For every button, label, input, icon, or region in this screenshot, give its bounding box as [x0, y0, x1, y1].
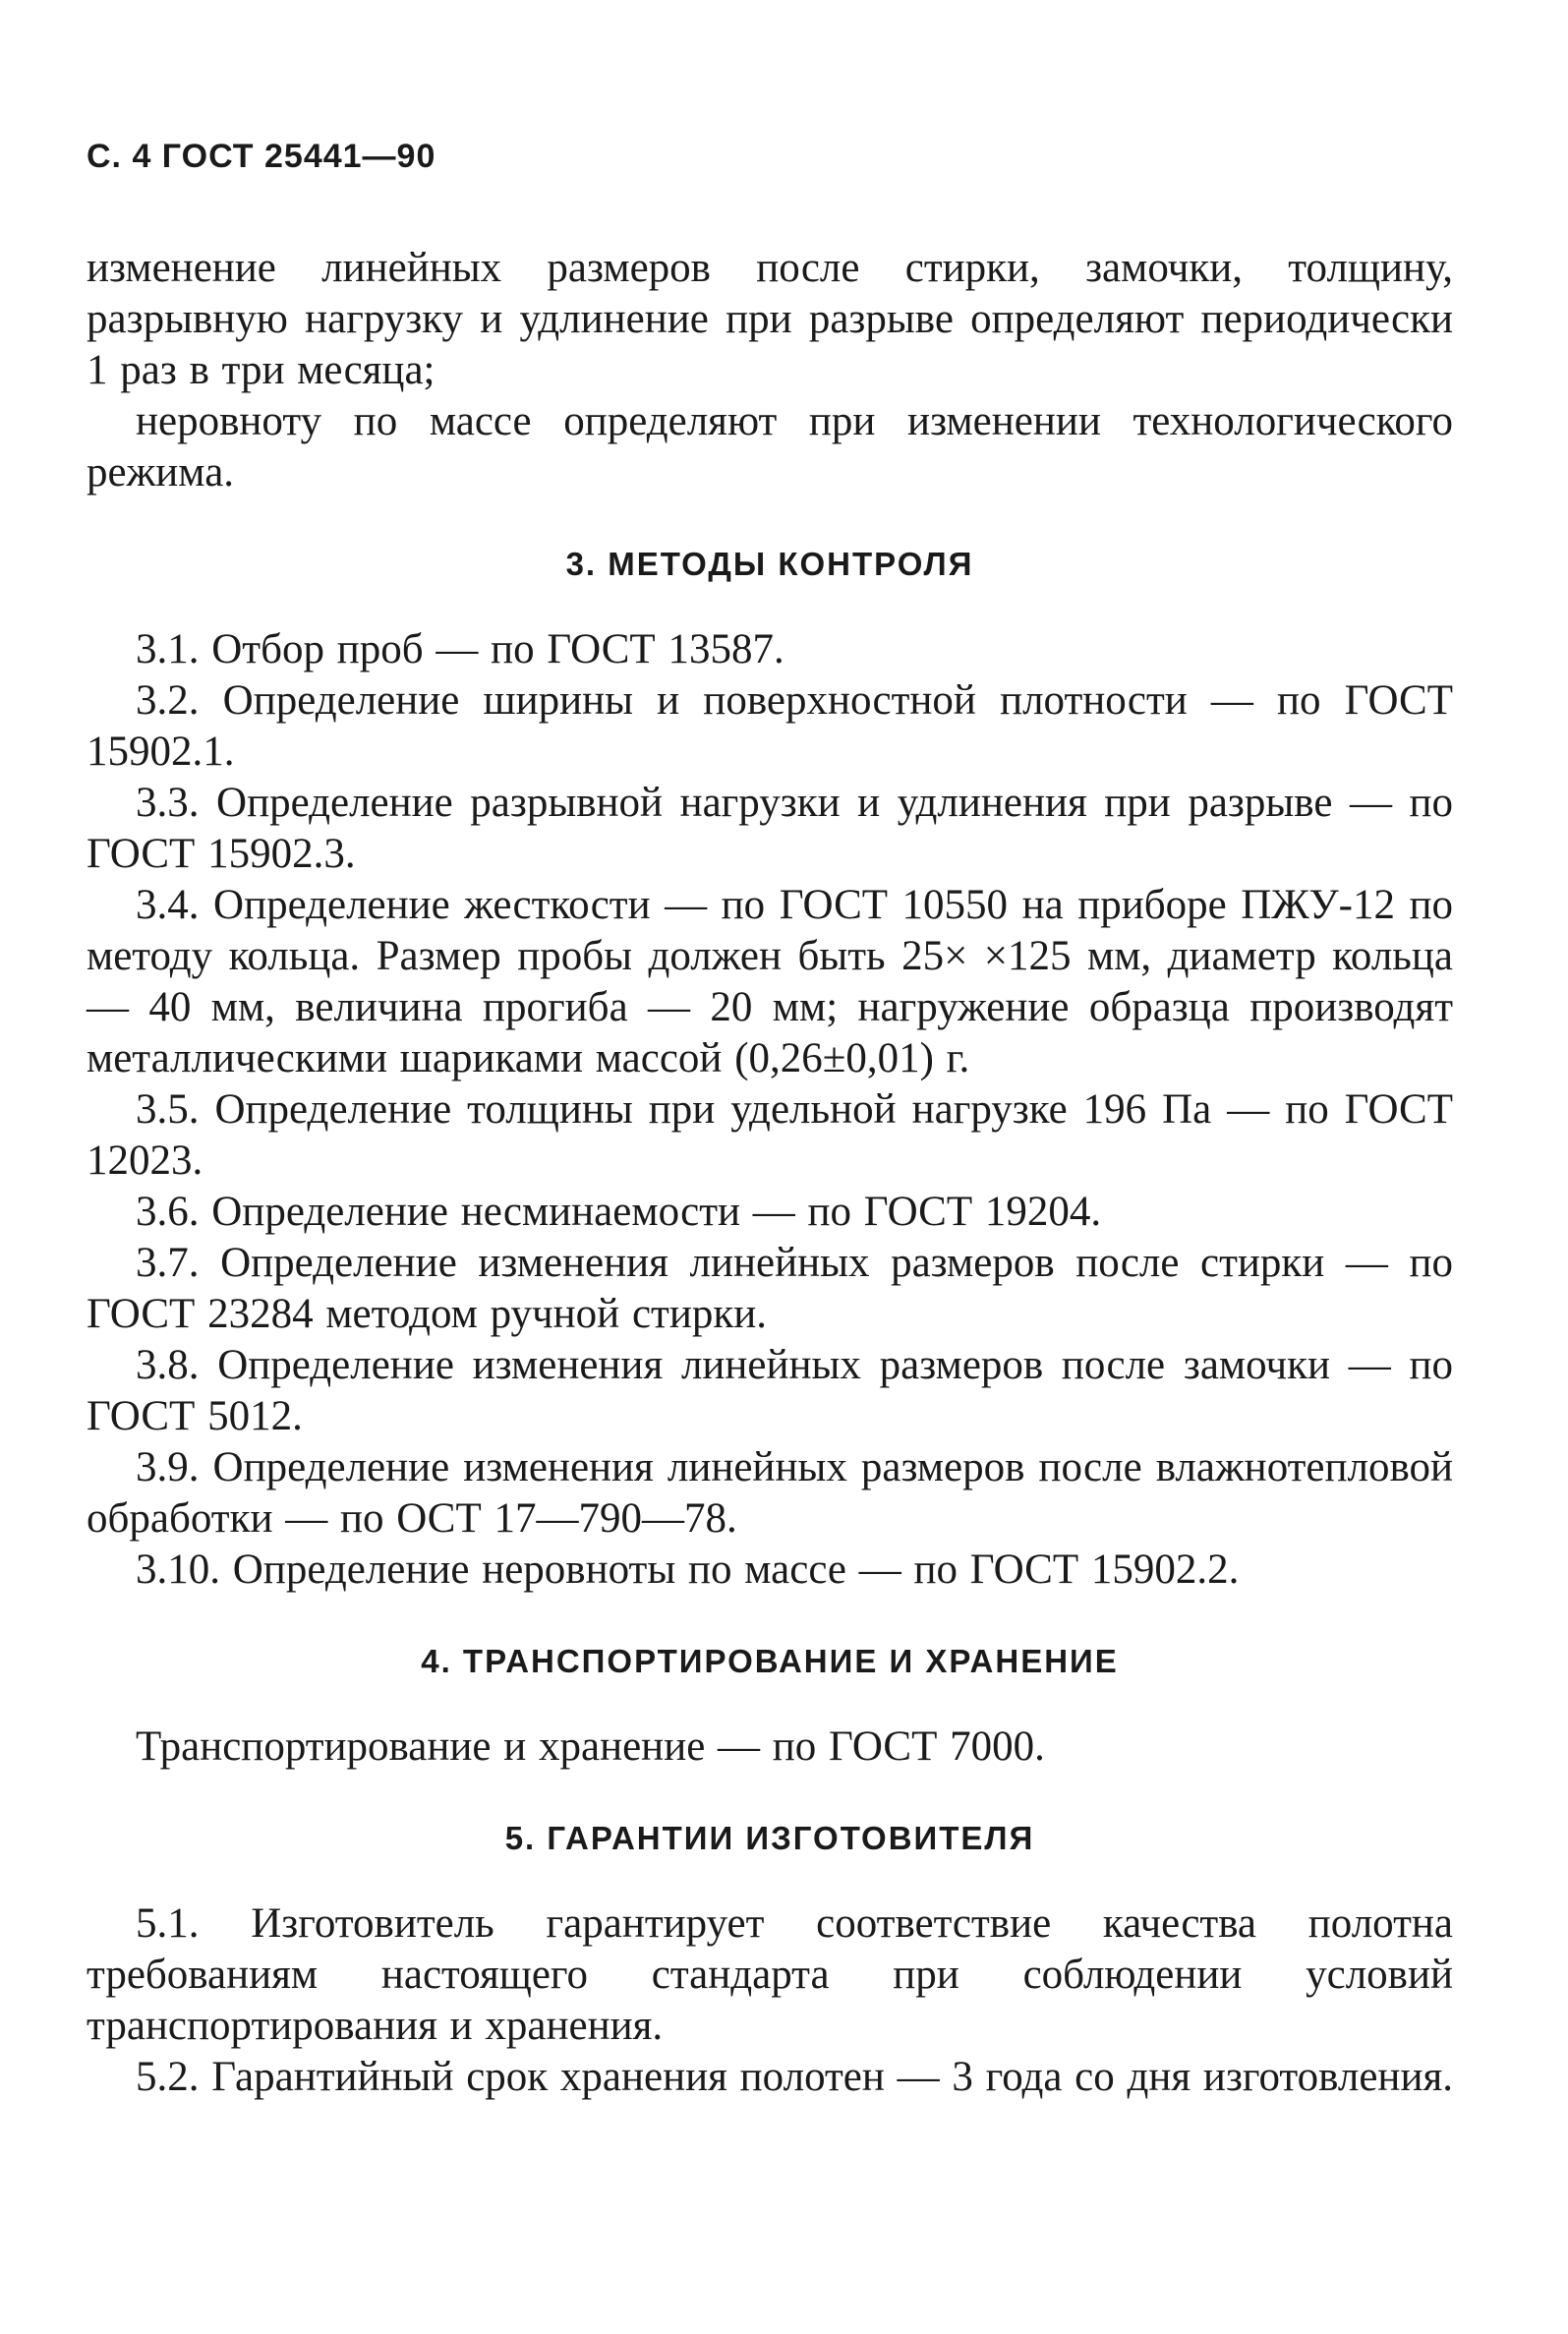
section-5-body: [87, 1898, 1453, 2103]
clause-3-6: 3.6. Определение несминаемости — по ГОСТ 19204.: [136, 1189, 1102, 1235]
intro-section: [87, 243, 1453, 498]
clause-5-2: 5.2. Гарантийный срок хранения полотен — 3 года со дня изготовления.: [136, 2054, 1453, 2100]
clause-3-9: 3.9. Определение изменения линейных размеров после влажнотепловой обработки — по ОСТ 17—790—78.: [87, 1444, 1453, 1542]
running-head: С. 4 ГОСТ 25441—90: [87, 138, 436, 175]
clause-3-5: 3.5. Определение толщины при удельной нагрузке 196 Па — по ГОСТ 12023.: [87, 1086, 1453, 1184]
section-3-heading: 3. МЕТОДЫ КОНТРОЛЯ: [565, 546, 974, 582]
section-3-body: [87, 624, 1453, 1596]
clause-3-1: 3.1. Отбор проб — по ГОСТ 13587.: [136, 626, 784, 672]
clause-3-4: 3.4. Определение жесткости — по ГОСТ 10550 на приборе ПЖУ-12 по методу кольца. Размер пробы должен быть 25× ×125 мм, диаметр кольца — 40 мм, величина прогиба — 20 мм; нагружение образца производят металлическими шариками массой (0,26±0,01) г.: [87, 882, 1453, 1081]
clause-3-2: 3.2. Определение ширины и поверхностной плотности — по ГОСТ 15902.1.: [87, 677, 1453, 775]
clause-3-10: 3.10. Определение неровноты по массе — по ГОСТ 15902.2.: [136, 1546, 1240, 1593]
intro-paragraph-2: неровноту по массе определяют при изменении технологического режима.: [87, 398, 1453, 496]
section-4-heading: 4. ТРАНСПОРТИРОВАНИЕ И ХРАНЕНИЕ: [421, 1643, 1119, 1679]
intro-paragraph-1: изменение линейных размеров после стирки, замочки, толщину, разрывную нагрузку и удлинение при разрыве определяют периодически 1 раз в три месяца;: [87, 245, 1453, 393]
section-4-body: [87, 1721, 1453, 1773]
document-page: [87, 138, 1453, 2103]
clause-5-1: 5.1. Изготовитель гарантирует соответствие качества полотна требованиям настоящего стандарта при соблюдении условий транспортирования и хранения.: [87, 1900, 1453, 2049]
clause-3-7: 3.7. Определение изменения линейных размеров после стирки — по ГОСТ 23284 методом ручной стирки.: [87, 1240, 1453, 1337]
section-5-heading: 5. ГАРАНТИИ ИЗГОТОВИТЕЛЯ: [504, 1820, 1035, 1856]
clause-3-8: 3.8. Определение изменения линейных размеров после замочки — по ГОСТ 5012.: [87, 1342, 1453, 1439]
section-4-text: Транспортирование и хранение — по ГОСТ 7000.: [136, 1723, 1045, 1770]
clause-3-3: 3.3. Определение разрывной нагрузки и удлинения при разрыве — по ГОСТ 15902.3.: [87, 780, 1453, 877]
